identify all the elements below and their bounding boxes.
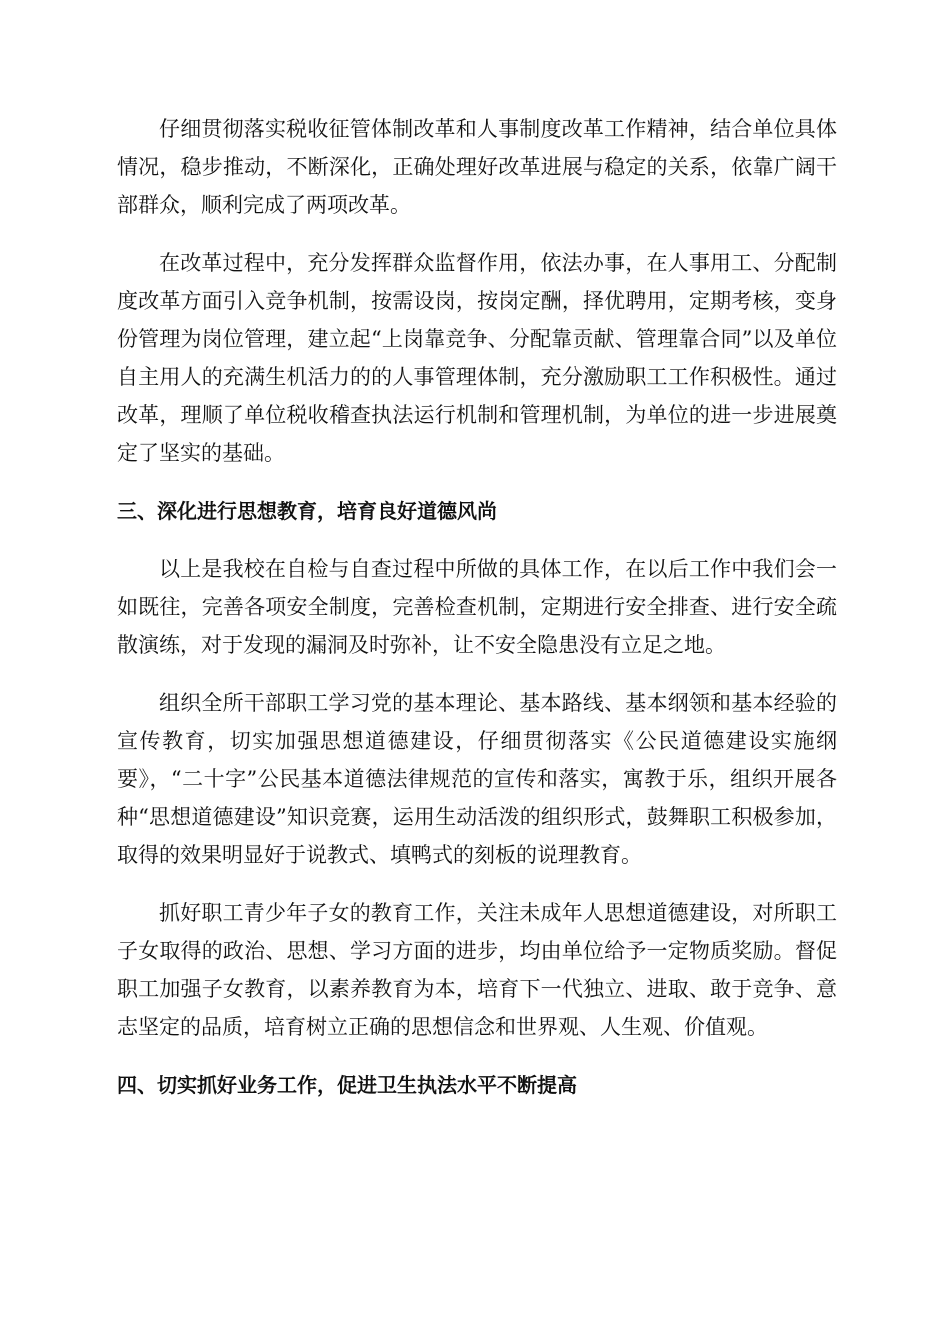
paragraph-reform-implementation: 仔细贯彻落实税收征管体制改革和人事制度改革工作精神，结合单位具体情况，稳步推动，不断深化，正确处理好改革进展与稳定的关系，依靠广阔干部群众，顺利完成了两项改革。: [117, 117, 837, 217]
section-heading-4: 四、切实抓好业务工作，促进卫生执法水平不断提高: [117, 1073, 577, 1097]
paragraph-reform-process: 在改革过程中，充分发挥群众监督作用，依法办事，在人事用工、分配制度改革方面引入竞争机制，按需设岗，按岗定酬，择优聘用，定期考核，变身份管理为岗位管理，建立起“上岗靠竞争、分配靠贡献、管理靠合同”以及单位自主用人的充满生机活力的的人事管理体制，充分激励职工工作积极性。通过改革，理顺了单位税收稽查执法运行机制和管理机制，为单位的进一步进展奠定了坚实的基础。: [117, 251, 837, 465]
paragraph-self-inspection: 以上是我校在自检与自查过程中所做的具体工作，在以后工作中我们会一如既往，完善各项安全制度，完善检查机制，定期进行安全排查、进行安全疏散演练，对于发现的漏洞及时弥补，让不安全隐患没有立足之地。: [117, 557, 837, 657]
section-heading-3: 三、深化进行思想教育，培育良好道德风尚: [117, 499, 497, 523]
paragraph-moral-education: 组织全所干部职工学习党的基本理论、基本路线、基本纲领和基本经验的宣传教育，切实加强思想道德建设，仔细贯彻落实《公民道德建设实施纲要》，“二十字”公民基本道德法律规范的宣传和落实，寓教于乐，组织开展各种“思想道德建设”知识竞赛，运用生动活泼的组织形式，鼓舞职工积极参加，取得的效果明显好于说教式、填鸭式的刻板的说理教育。: [117, 691, 837, 867]
paragraph-children-education: 抓好职工青少年子女的教育工作，关注未成年人思想道德建设，对所职工子女取得的政治、思想、学习方面的进步，均由单位给予一定物质奖励。督促职工加强子女教育，以素养教育为本，培育下一代独立、进取、敢于竞争、意志坚定的品质，培育树立正确的思想信念和世界观、人生观、价值观。: [117, 901, 837, 1039]
document-body: [117, 110, 837, 1124]
